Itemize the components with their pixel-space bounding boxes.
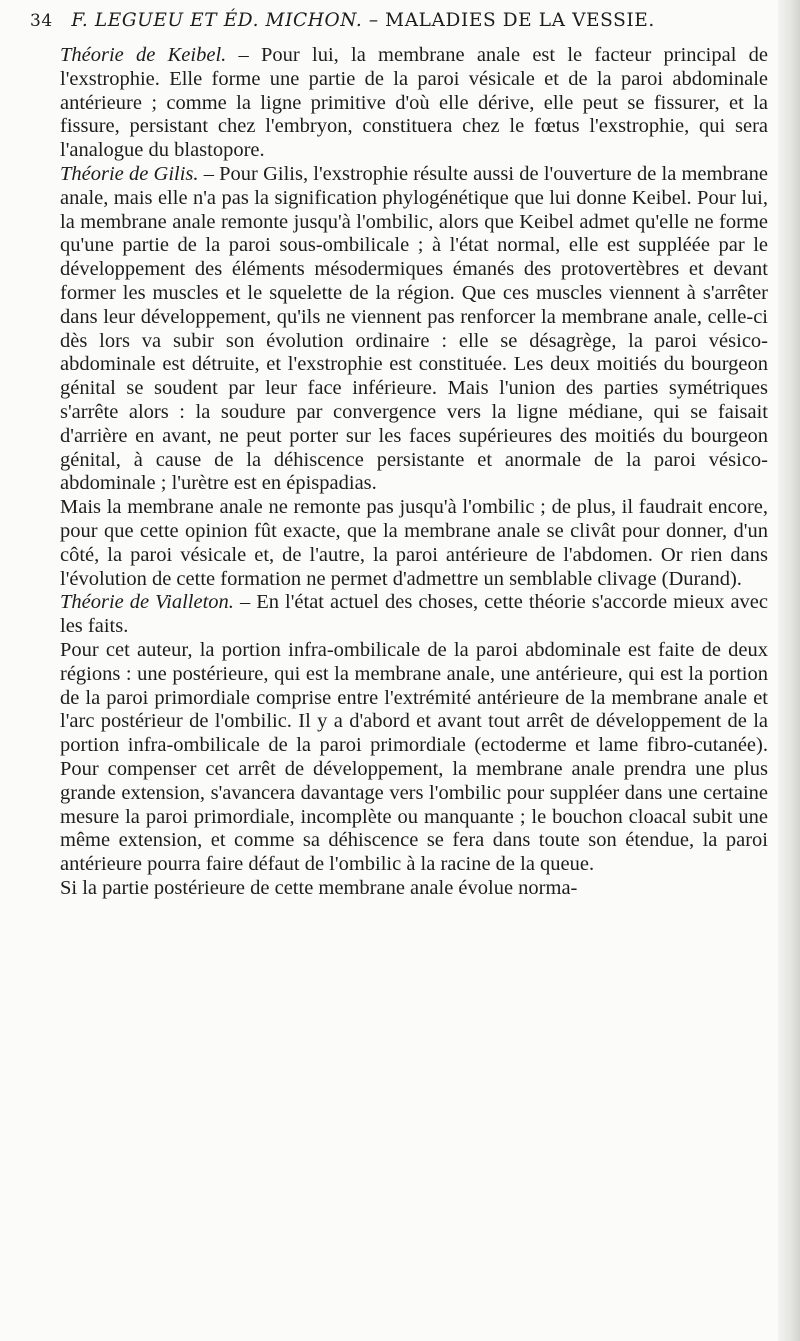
paragraph-vialleton — [60, 591, 768, 639]
paragraph-text: Mais la membrane anale ne remonte pas jusqu'à l'ombilic ; de plus, il faudrait encore, pour que cette opinion fût exacte, que la membrane anale se clivât pour donner, d'un côté, la paroi vésicale et, de l'autre, la paroi antérieure de l'abdomen. Or rien dans l'évolution de cette formation ne permet d'admettre un semblable clivage (Durand). — [60, 496, 768, 590]
theory-heading-gilis: Théorie de Gilis. — [60, 162, 199, 185]
chapter-subject: MALADIES DE LA VESSIE. — [385, 10, 655, 31]
author-names: F. LEGUEU ET ÉD. MICHON. — [71, 10, 363, 31]
paragraph-objection — [60, 496, 768, 591]
paragraph-keibel — [60, 44, 768, 163]
paragraph-text: – Pour lui, la membrane anale est le facteur principal de l'exstrophie. Elle forme une partie de la paroi vésicale et de la paroi abdominale antérieure ; comme la ligne primitive d'où elle dérive, elle peut se fissurer, et la fissure, persistant chez l'embryon, constituera chez le fœtus l'exstrophie, qui sera l'analogue du blastopore. — [60, 44, 768, 162]
paragraph-text: – Pour Gilis, l'exstrophie résulte aussi de l'ouverture de la membrane anale, mais elle n'a pas la signification phylogénétique que lui donne Keibel. Pour lui, la membrane anale remonte jusqu'à l'ombilic, alors que Keibel admet qu'elle ne forme qu'une partie de la paroi sous-ombilicale ; à l'état normal, elle est suppléée par le développement des éléments mésodermiques émanés des protovertèbres et devant former les muscles et le squelette de la région. Que ces muscles viennent à s'arrêter dans leur développement, qu'ils ne viennent pas renforcer la membrane anale, celle-ci dès lors va subir son évolution ordinaire : elle se désagrège, la paroi vésico-abdominale est détruite, et l'exstrophie est constituée. Les deux moitiés du bourgeon génital se soudent par leur face inférieure. Mais l'union des parties symétriques s'arrête alors : la soudure par convergence vers la ligne médiane, qui se faisait d'arrière en avant, ne peut porter sur les faces supérieures des moitiés du bourgeon génital, à cause de la déhiscence persistante et anormale de la paroi vésico-abdominale ; l'urètre est en épispadias. — [60, 162, 768, 495]
paragraph-text: – En l'état actuel des choses, cette théorie s'accorde mieux avec les faits. — [60, 591, 768, 638]
running-head — [30, 10, 770, 42]
paragraph-text: Pour cet auteur, la portion infra-ombilicale de la paroi abdominale est faite de deux régions : une postérieure, qui est la membrane anale, une antérieure, qui est la portion de la paroi primordiale comprise entre l'extrémité antérieure de la membrane anale et l'arc postérieur de l'ombilic. Il y a d'abord et avant tout arrêt de développement de la portion infra-ombilicale de la paroi primordiale (ectoderme et lame fibro-cutanée). Pour compenser cet arrêt de développement, la membrane anale prendra une plus grande extension, s'avancera davantage vers l'ombilic pour suppléer dans une certaine mesure la paroi primordiale, incomplète ou manquante ; le bouchon cloacal subit une même extension, et comme sa déhiscence se fera dans toute son étendue, la paroi antérieure pourra faire défaut de l'ombilic à la racine de la queue. — [60, 638, 768, 876]
body-text — [60, 44, 768, 901]
page-edge-shadow — [778, 0, 800, 1341]
page-number: 34 — [30, 11, 53, 31]
theory-heading-vialleton: Théorie de Vialleton. — [60, 591, 234, 614]
head-separator: – — [368, 10, 379, 31]
paragraph-text: Si la partie postérieure de cette membrane anale évolue norma- — [60, 876, 578, 899]
paragraph-gilis — [60, 163, 768, 496]
paragraph-vialleton-detail — [60, 639, 768, 877]
paragraph-continuation — [60, 877, 768, 901]
theory-heading-keibel: Théorie de Keibel. — [60, 44, 227, 66]
